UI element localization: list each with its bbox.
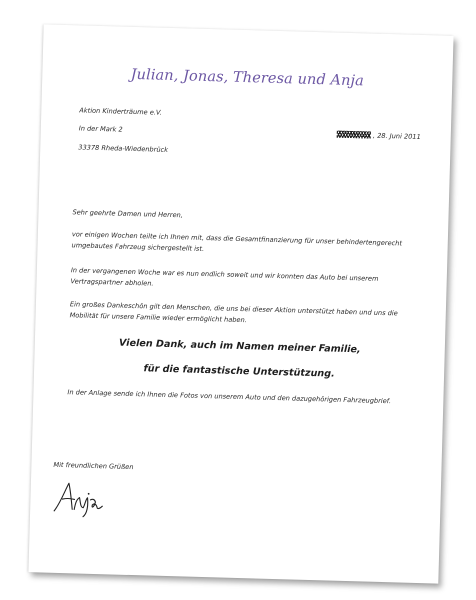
redacted-place-mark <box>337 131 371 139</box>
salutation: Sehr geehrte Damen und Herren, <box>72 208 184 220</box>
handwritten-signature <box>50 477 111 519</box>
recipient-city: 33378 Rheda-Wiedenbrück <box>78 143 169 154</box>
paragraph-1: vor einigen Wochen teilte ich Ihnen mit, dass die Gesamtfinanzierung für unser behindertengerecht umgebautes Fahrzeug sichergestellt ist. <box>71 230 403 253</box>
paragraph-2: In der vergangenen Woche war es nun endlich soweit und wir konnten das Auto bei unserem Vertragspartner abholen. <box>70 266 379 288</box>
recipient-street: In der Mark 2 <box>78 124 123 134</box>
letterhead-names: Julian, Jonas, Theresa und Anja <box>130 66 365 90</box>
letter-date: 28. Juni 2011 <box>377 131 421 141</box>
letter-sheet <box>28 24 453 583</box>
paragraph-3: Ein großes Dankeschön gilt den Menschen, die uns bei dieser Aktion unterstützt haben und uns die Mobilität für unsere Familie wieder ermöglicht haben. <box>69 300 398 324</box>
thanks-line-2: für die fantastische Unterstützung. <box>143 363 335 380</box>
recipient-name: Aktion Kinderträume e.V. <box>79 106 162 117</box>
paragraph-4: In der Anlage sende ich Ihnen die Fotos von unserem Auto und den dazugehörigen Fahrzeugbrief. <box>67 388 392 406</box>
date-line: , 28. Juni 2011 <box>337 131 421 141</box>
thanks-line-1: Vielen Dank, auch im Namen meiner Familie, <box>118 337 361 356</box>
closing-greeting: Mit freundlichen Grüßen <box>53 460 134 472</box>
